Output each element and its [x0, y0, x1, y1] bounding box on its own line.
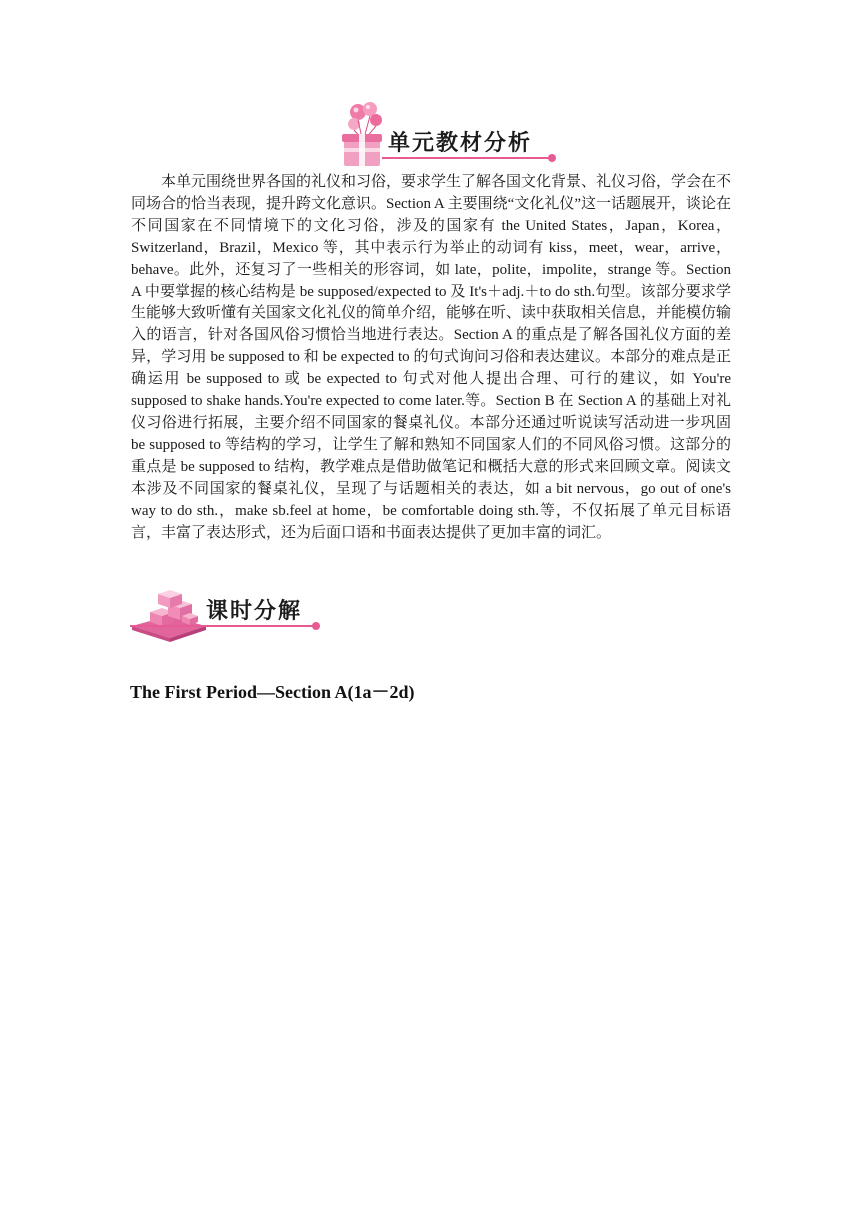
- header-underline: [130, 625, 318, 627]
- header-underline: [382, 157, 554, 159]
- unit-analysis-header: [336, 100, 556, 170]
- unit-analysis-title: 单元教材分析: [388, 131, 533, 156]
- period-heading: The First Period—Section A(1a－2d): [130, 682, 415, 702]
- header-underline-dot: [548, 154, 556, 162]
- header-underline-dot: [312, 622, 320, 630]
- unit-analysis-paragraph: 本单元围绕世界各国的礼仪和习俗，要求学生了解各国文化背景、礼仪习俗，学会在不同场合的恰当表现，提升跨文化意识。Section A 主要围绕“文化礼仪”这一话题展开，谈论在不同国家在不同情境下的文化习俗，涉及的国家有 the United States，Japan，Korea，Switzerland，Brazil，Mexico 等，其中表示行为举止的动词有 kiss，meet，wear，arrive，behave。此外，还复习了一些相关的形容词，如 late，polite，impolite，strange 等。Section A 中要掌握的核心结构是 be supposed/expected to 及 It's＋adj.＋to do sth.句型。该部分要求学生能够大致听懂有关国家文化礼仪的简单介绍，能够在听、读中获取相关信息，并能模仿输入的语言，针对各国风俗习惯恰当地进行表达。Section A 的重点是了解各国礼仪方面的差异，学习用 be supposed to 和 be expected to 的句式询问习俗和表达建议。本部分的难点是正确运用 be supposed to 或 be expected to 句式对他人提出合理、可行的建议，如 You're supposed to shake hands.You're expected to come later.等。Section B 在 Section A 的基础上对礼仪习俗进行拓展，主要介绍不同国家的餐桌礼仪。本部分还通过听说读写活动进一步巩固 be supposed to 等结构的学习，让学生了解和熟知不同国家人们的不同风俗习惯。这部分的重点是 be supposed to 结构，教学难点是借助做笔记和概括大意的形式来回顾文章。阅读文本涉及不同国家的餐桌礼仪，呈现了与话题相关的表达，如 a bit nervous，go out of one's way to do sth.，make sb.feel at home，be comfortable doing sth.等，不仅拓展了单元目标语言，丰富了表达形式，还为后面口语和书面表达提供了更加丰富的词汇。: [131, 174, 732, 541]
- lessons-title: 课时分解: [206, 599, 303, 624]
- stacked-cubes-icon: [128, 582, 210, 642]
- lessons-header: [128, 578, 328, 642]
